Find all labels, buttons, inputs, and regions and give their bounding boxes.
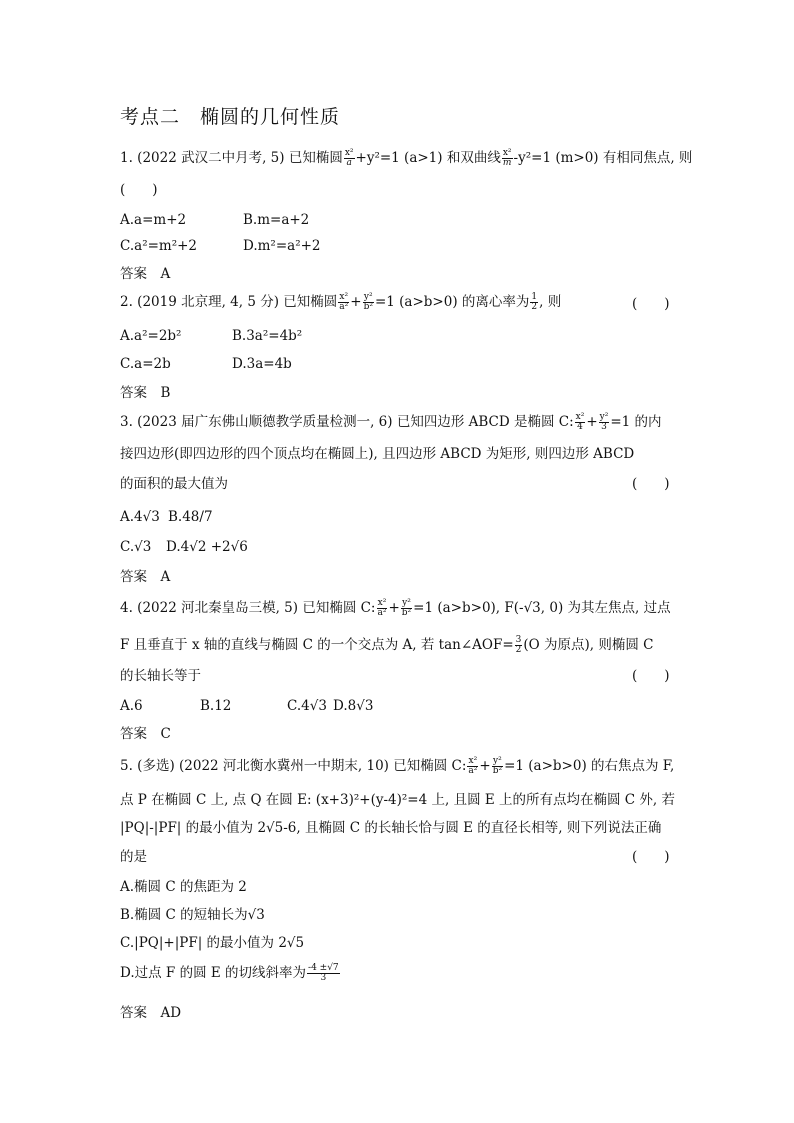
q2-option-b: B.3a²=4b² [232, 328, 303, 344]
q5-option-b: B.椭圆 C 的短轴长为√3 [120, 907, 265, 923]
question-2-line-1: 2. (2019 北京理, 4, 5 分) 已知椭圆 $\frac{\text{x²}}{\text{a²}}$ + $\frac{\text{y²}}{\text{b²}}$ =1 (a>b>0) 的离心率为 $\frac{1}{2}$ , 则 [120, 292, 562, 312]
question-1-line-1 [120, 148, 692, 168]
fraction: $\frac{\text{y²}}{\text{b²}}$ [492, 756, 503, 776]
q2-option-d: D.3a=4b [232, 356, 292, 372]
q5-answer: 答案 AD [120, 1005, 182, 1021]
q5-option-d-text: D.过点 F 的圆 E 的切线斜率为 [120, 965, 307, 981]
question-3-line-2: 接四边形(即四边形的四个顶点均在椭圆上), 且四边形 ABCD 为矩形, 则四边形 ABCD [120, 446, 635, 462]
question-1-paren: ( ) [120, 182, 158, 198]
q1-answer: 答案 A [120, 266, 171, 282]
question-4-line-1: 4. (2022 河北秦皇岛三模, 5) 已知椭圆 C: $\frac{\text{x²}}{\text{a²}}$ + $\frac{\text{y²}}{\text{b²}}$ =1 (a>b>0), F(-√3, 0) 为其左焦点, 过点 [120, 598, 671, 618]
question-3-line-3: 的面积的最大值为 [120, 476, 228, 492]
q3-text: 3. (2023 届广东佛山顺德教学质量检测一, 6) 已知四边形 ABCD 是椭圆 C: [120, 414, 574, 430]
fraction: $\frac{\text{x²}}{\text{a²}}$ [377, 598, 387, 618]
q3-answer: 答案 A [120, 569, 171, 585]
question-3-line-1: 3. (2023 届广东佛山顺德教学质量检测一, 6) 已知四边形 ABCD 是椭圆 C: $\frac{\text{x²}}{4}$ + $\frac{\text{y²}}{3}$ =1 的内 [120, 412, 662, 432]
q4-answer: 答案 C [120, 726, 171, 742]
question-4-line-3: 的长轴长等于 [120, 668, 201, 684]
q4-paren: ( ) [632, 668, 670, 684]
q2-answer: 答案 B [120, 385, 171, 401]
q4-text: F 且垂直于 x 轴的直线与椭圆 C 的一个交点为 A, 若 tan∠AOF= [120, 637, 514, 653]
q5-paren: ( ) [632, 849, 670, 865]
fraction: $\frac{\text{x²}}{a}$ [344, 148, 354, 168]
q4-option-d: D.8√3 [333, 698, 374, 714]
q2-option-c: C.a=2b [120, 356, 171, 372]
q1-option-a: A.a=m+2 [120, 212, 187, 228]
q2-text: 2. (2019 北京理, 4, 5 分) 已知椭圆 [120, 294, 338, 310]
fraction: $\frac{-4 \pm√7}{3}$ [308, 963, 339, 983]
fraction: $\frac{\text{x²}}{\text{a²}}$ [339, 292, 349, 312]
fraction: $\frac{\text{x²}}{m}$ [502, 148, 512, 168]
q1-text: -y²=1 (m>0) 有相同焦点, 则 [513, 150, 693, 166]
question-5-line-4: 的是 [120, 849, 147, 865]
q5-option-a: A.椭圆 C 的焦距为 2 [120, 879, 247, 895]
q3-option-b: B.48/7 [168, 509, 213, 525]
fraction: $\frac{\text{y²}}{\text{b²}}$ [401, 598, 412, 618]
q4-text: (O 为原点), 则椭圆 C [523, 637, 654, 653]
question-5-line-3: |PQ|-|PF| 的最小值为 2√5-6, 且椭圆 C 的长轴长恰与圆 E 的直径长相等, 则下列说法正确 [120, 820, 662, 836]
q4-option-a: A.6 [120, 698, 143, 714]
q1-text: +y²=1 (a>1) 和双曲线 [355, 150, 501, 166]
question-5-line-2: 点 P 在椭圆 C 上, 点 Q 在圆 E: (x+3)²+(y-4)²=4 上, 且圆 E 上的所有点均在椭圆 C 外, 若 [120, 792, 675, 808]
q1-option-b: B.m=a+2 [243, 212, 310, 228]
q2-paren: ( ) [632, 296, 670, 312]
q3-paren: ( ) [632, 476, 670, 492]
q1-option-d: D.m²=a²+2 [243, 238, 321, 254]
fraction: $\frac{\text{x²}}{4}$ [575, 412, 585, 432]
q4-option-b: B.12 [200, 698, 232, 714]
question-5-line-1: 5. (多选) (2022 河北衡水冀州一中期末, 10) 已知椭圆 C: $\frac{\text{x²}}{\text{a²}}$ + $\frac{\text{y²}}{\text{b²}}$ =1 (a>b>0) 的右焦点为 F, [120, 756, 675, 776]
q4-option-c: C.4√3 [287, 698, 327, 714]
q2-text: =1 (a>b>0) 的离心率为 [374, 294, 530, 310]
q2-text: , 则 [539, 294, 562, 310]
q3-option-c: C.√3 [120, 539, 152, 555]
q5-option-c: C.|PQ|+|PF| 的最小值为 2√5 [120, 935, 305, 951]
fraction: $\frac{1}{2}$ [531, 292, 538, 312]
q3-option-a: A.4√3 [120, 509, 160, 525]
question-4-line-2 [120, 635, 654, 655]
fraction: $\frac{\text{y²}}{3}$ [599, 412, 609, 432]
q5-option-d [120, 963, 341, 983]
q4-text: =1 (a>b>0), F(-√3, 0) 为其左焦点, 过点 [413, 600, 671, 616]
q2-option-a: A.a²=2b² [120, 328, 182, 344]
q3-text: =1 的内 [610, 414, 662, 430]
q5-text: =1 (a>b>0) 的右焦点为 F, [504, 758, 675, 774]
fraction: $\frac{\text{y²}}{\text{b²}}$ [363, 292, 373, 312]
q3-option-d: D.4√2 +2√6 [166, 539, 248, 555]
q4-text: 4. (2022 河北秦皇岛三模, 5) 已知椭圆 C: [120, 600, 376, 616]
fraction: $\frac{\text{x²}}{\text{a²}}$ [468, 756, 478, 776]
q5-text: 5. (多选) (2022 河北衡水冀州一中期末, 10) 已知椭圆 C: [120, 758, 467, 774]
section-title: 考点二 椭圆的几何性质 [120, 106, 341, 128]
q1-option-c: C.a²=m²+2 [120, 238, 198, 254]
fraction: $\frac{3}{2}$ [515, 635, 522, 655]
q1-text: 1. (2022 武汉二中月考, 5) 已知椭圆 [120, 150, 343, 166]
